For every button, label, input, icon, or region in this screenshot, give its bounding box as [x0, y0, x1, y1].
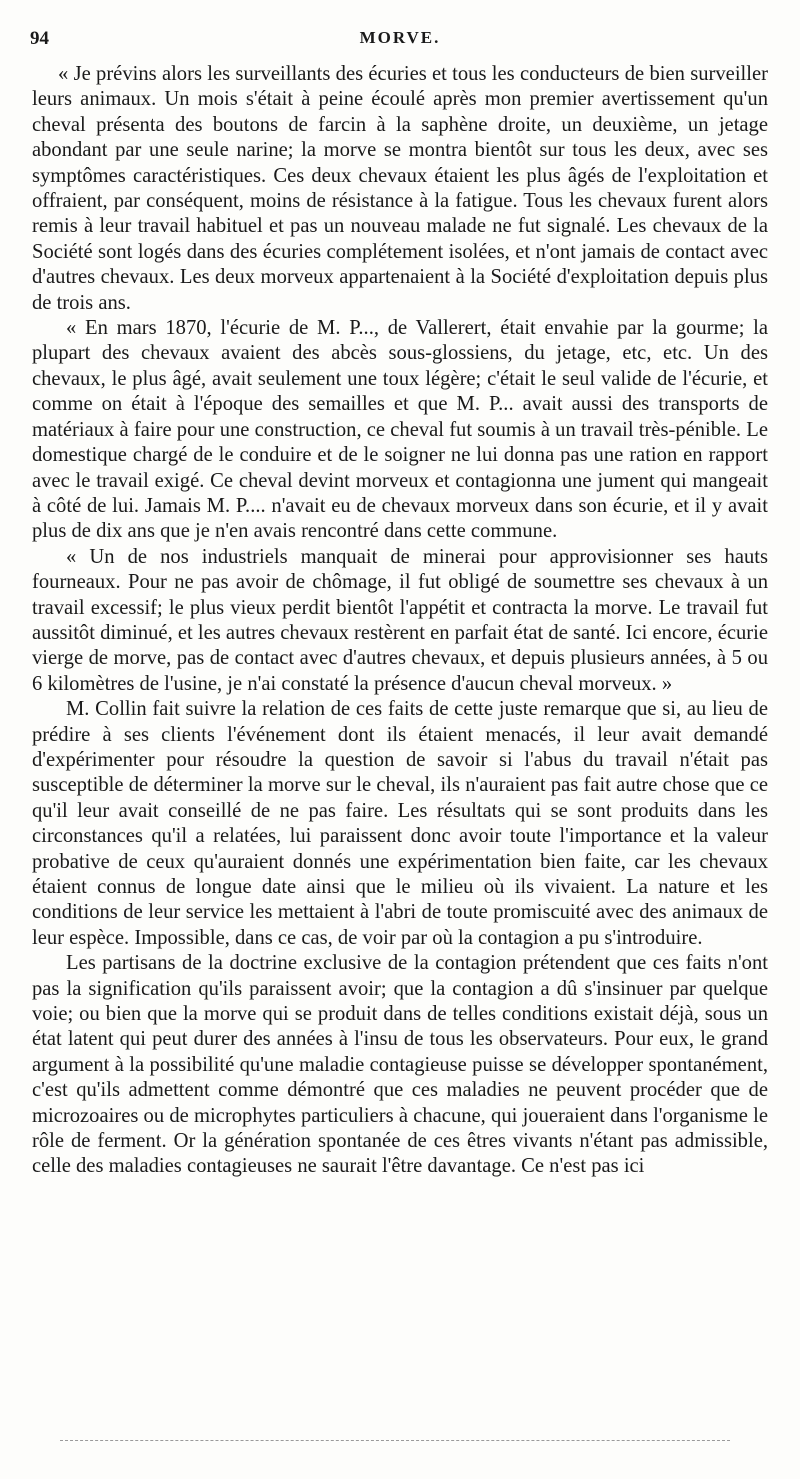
page-header — [30, 28, 770, 54]
page-number: 94 — [30, 28, 49, 49]
paragraph-5: Les partisans de la doctrine exclusive de la contagion prétendent que ces faits n'ont pas la signification qu'ils paraissent avoir; que la contagion a dû s'insinuer par quelque voie; ou bien que la morve qui se produit dans de telles conditions existait déjà, sous un état latent qui peut durer des années à l'insu de tous les observateurs. Pour eux, le grand argument à la possibilité qu'une maladie contagieuse puisse se développer spontanément, c'est qu'ils admettent comme démontré que ces maladies ne peuvent procéder que de microzoaires ou de microphytes particuliers à chacune, qui joueraient dans l'organisme le rôle de ferment. Or la génération spontanée de ces êtres vivants n'étant pas admissible, celle des maladies contagieuses ne saurait l'être davantage. Ce n'est pas ici — [32, 952, 768, 1178]
paragraph-3: « Un de nos industriels manquait de minerai pour approvisionner ses hauts fourneaux. Pour ne pas avoir de chômage, il fut obligé de soumettre ses chevaux à un travail excessif; le plus vieux perdit bientôt l'appétit et contracta la morve. Le travail fut aussitôt diminué, et les autres chevaux restèrent en parfait état de santé. Ici encore, écurie vierge de morve, pas de contact avec d'autres chevaux, et depuis plusieurs années, à 5 ou 6 kilomètres de l'usine, je n'ai constaté la présence d'aucun cheval morveux. » — [32, 545, 768, 695]
paragraph-2: « En mars 1870, l'écurie de M. P..., de Vallerert, était envahie par la gourme; la plupart des chevaux avaient des abcès sous-glossiens, du jetage, etc, etc. Un des chevaux, le plus âgé, avait seulement une toux légère; c'était le seul valide de l'écurie, et comme on était à l'époque des semailles et que M. P... avait aussi des transports de matériaux à faire pour une construction, ce cheval fut soumis à un travail très-pénible. Le domestique chargé de le conduire et de le soigner ne lui donna pas une ration en rapport avec le travail exigé. Ce cheval devint morveux et contagionna une jument qui mangeait à côté de lui. Jamais M. P.... n'avait eu de chevaux morveux dans son écurie, et il y avait plus de dix ans que je n'en avais rencontré dans cette commune. — [32, 317, 768, 543]
paragraph-4: M. Collin fait suivre la relation de ces faits de cette juste remarque que si, au lieu de prédire à ses clients l'événement dont ils étaient menacés, il leur avait demandé d'expérimenter pour résoudre la question de savoir si l'abus du travail n'était pas susceptible de déterminer la morve sur le cheval, ils n'auraient pas fait autre chose que ce qu'il leur avait conseillé de ne pas faire. Les résultats qui se sont produits dans les circonstances qu'il a relatées, lui paraissent donc avoir toute l'importance et la valeur probative de ceux qu'auraient donnés une expérimentation bien faite, car les chevaux étaient connus de longue date ainsi que le milieu où ils vivaient. La nature et les conditions de leur service les mettaient à l'abri de toute promiscuité avec des animaux de leur espèce. Impossible, dans ce cas, de voir par où la contagion a pu s'introduire. — [32, 698, 768, 949]
paragraph-1: « Je prévins alors les surveillants des écuries et tous les conducteurs de bien surveiller leurs animaux. Un mois s'était à peine écoulé après mon premier avertissement qu'un cheval présenta des boutons de farcin à la saphène droite, un deuxième, un jetage abondant par une seule narine; la morve se montra bientôt sur tous les deux, avec ses symptômes caractéristiques. Ces deux chevaux étaient les plus âgés de l'exploitation et offraient, par conséquent, moins de résistance à la fatigue. Tous les chevaux furent alors remis à leur travail habituel et pas un nouveau malade ne fut signalé. Les chevaux de la Société sont logés dans des écuries complétement isolées, et n'ont jamais de contact avec d'autres chevaux. Les deux morveux appartenaient à la Société d'exploitation depuis plus de trois ans. — [32, 63, 768, 314]
running-title: MORVE. — [359, 28, 441, 47]
body-text — [32, 62, 768, 1180]
footer-bleed-line — [60, 1440, 730, 1441]
